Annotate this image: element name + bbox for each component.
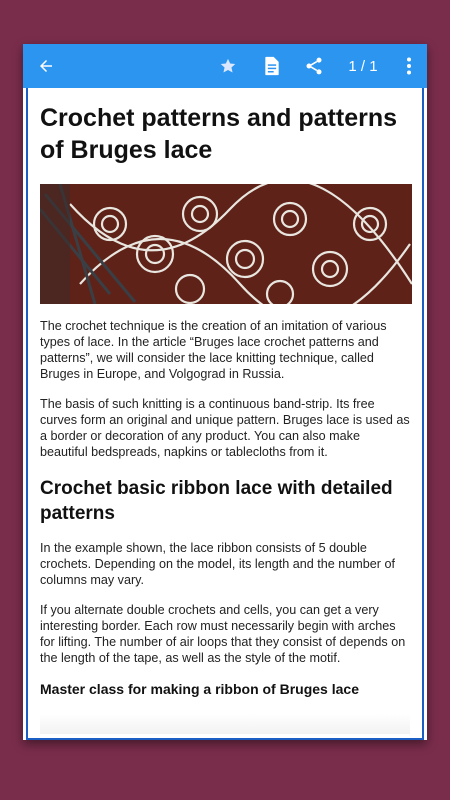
more-vertical-icon [406, 57, 412, 75]
section-subheading: Crochet basic ribbon lace with detailed patterns [40, 478, 393, 524]
bookmark-button[interactable] [213, 44, 243, 88]
share-icon [304, 56, 324, 76]
lace-photo [40, 184, 412, 304]
next-image-peek [40, 714, 410, 734]
article-title: Crochet patterns and patterns of Bruges lace [40, 104, 398, 164]
document-icon [263, 56, 281, 76]
arrow-left-icon [37, 57, 55, 75]
master-class-heading: Master class for making a ribbon of Bruges lace [40, 681, 359, 697]
body-paragraph-1: In the example shown, the lace ribbon consists of 5 double crochets. Depending on the model, its length and the number of columns may vary. [40, 541, 395, 587]
intro-paragraph-1: The crochet technique is the creation of an imitation of various types of lace. In the article “Bruges lace crochet patterns and patterns”, we will consider the lace knitting technique, called Bruges in Europe, and Volgograd in Russia. [40, 319, 387, 381]
share-button[interactable] [299, 44, 329, 88]
body-paragraph-2: If you alternate double crochets and cells, you can get a very interesting border. Each row must necessarily begin with arches for lifting. The number of air loops that they consist of depends on the length of the tape, as well as the style of the motif. [40, 603, 406, 665]
page-indicator: 1 / 1 [348, 57, 378, 75]
top-toolbar [23, 44, 427, 88]
reader-window [23, 44, 427, 740]
back-button[interactable] [31, 44, 61, 88]
document-button[interactable] [257, 44, 287, 88]
intro-paragraph-2: The basis of such knitting is a continuous band-strip. Its free curves form an original and unique pattern. Bruges lace is used as a border or decoration of any product. You can also make beautiful bedspreads, napkins or tablecloths from it. [40, 397, 410, 459]
overflow-menu-button[interactable] [397, 44, 421, 88]
lace-image [40, 184, 412, 304]
article-viewport[interactable] [26, 88, 424, 740]
star-icon [219, 57, 237, 75]
